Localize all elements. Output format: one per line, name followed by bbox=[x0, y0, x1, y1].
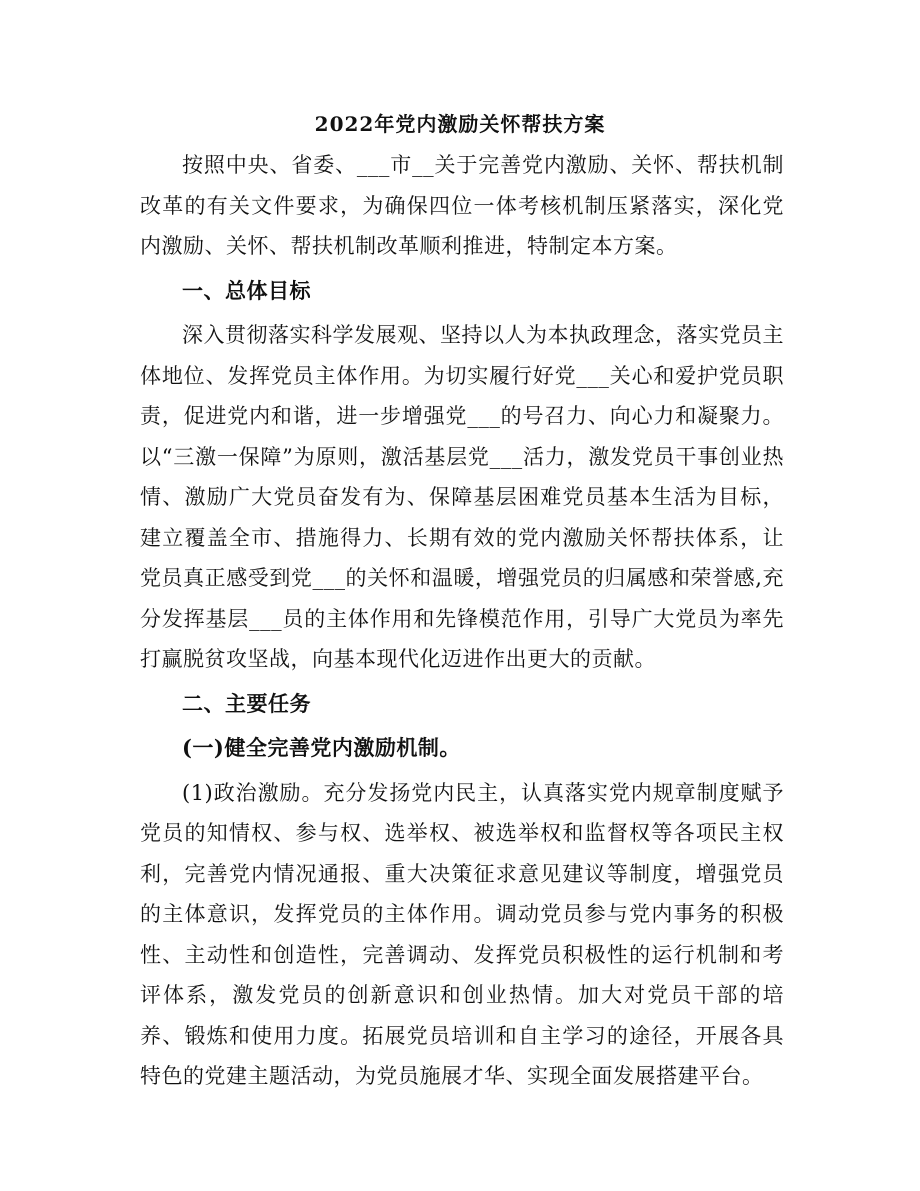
intro-paragraph: 按照中央、省委、___市__关于完善党内激励、关怀、帮扶机制改革的有关文件要求，为确保四位一体考核机制压紧落实，深化党内激励、关怀、帮扶机制改革顺利推进，特制定本方案。 bbox=[140, 153, 784, 258]
document-body bbox=[140, 145, 784, 1097]
goals-paragraph: 深入贯彻落实科学发展观、坚持以人为本执政理念，落实党员主体地位、发挥党员主体作用。为切实履行好党___关心和爱护党员职责，促进党内和谐，进一步增强党___的号召力、向心力和凝聚力。以“三激一保障”为原则，激活基层党___活力，激发党员干事创业热情、激励广大党员奋发有为、保障基层困难党员基本生活为目标，建立覆盖全市、措施得力、长期有效的党内激励关怀帮扶体系，让党员真正感受到党___的关怀和温暖，增强党员的归属感和荣誉感,充分发挥基层___员的主体作用和先锋模范作用，引导广大党员为率先打赢脱贫攻坚战，向基本现代化迈进作出更大的贡献。 bbox=[140, 323, 784, 671]
document-title: 2022年党内激励关怀帮扶方案 bbox=[314, 112, 606, 136]
section-heading-goals: 一、总体目标 bbox=[182, 277, 311, 303]
political-incentive-paragraph: (1)政治激励。充分发扬党内民主，认真落实党内规章制度赋予党员的知情权、参与权、选举权、被选举权和监督权等各项民主权利，完善党内情况通报、重大决策征求意见建议等制度，增强党员的主体意识，发挥党员的主体作用。调动党员参与党内事务的积极性、主动性和创造性，完善调动、发挥党员积极性的运行机制和考评体系，激发党员的创新意识和创业热情。加大对党员干部的培养、锻炼和使用力度。拓展党员培训和自主学习的途径，开展各具特色的党建主题活动，为党员施展才华、实现全面发展搭建平台。 bbox=[140, 780, 784, 1088]
section-heading-tasks: 二、主要任务 bbox=[182, 690, 311, 716]
subsection-heading-incentive: (一)健全完善党内激励机制。 bbox=[182, 735, 461, 760]
